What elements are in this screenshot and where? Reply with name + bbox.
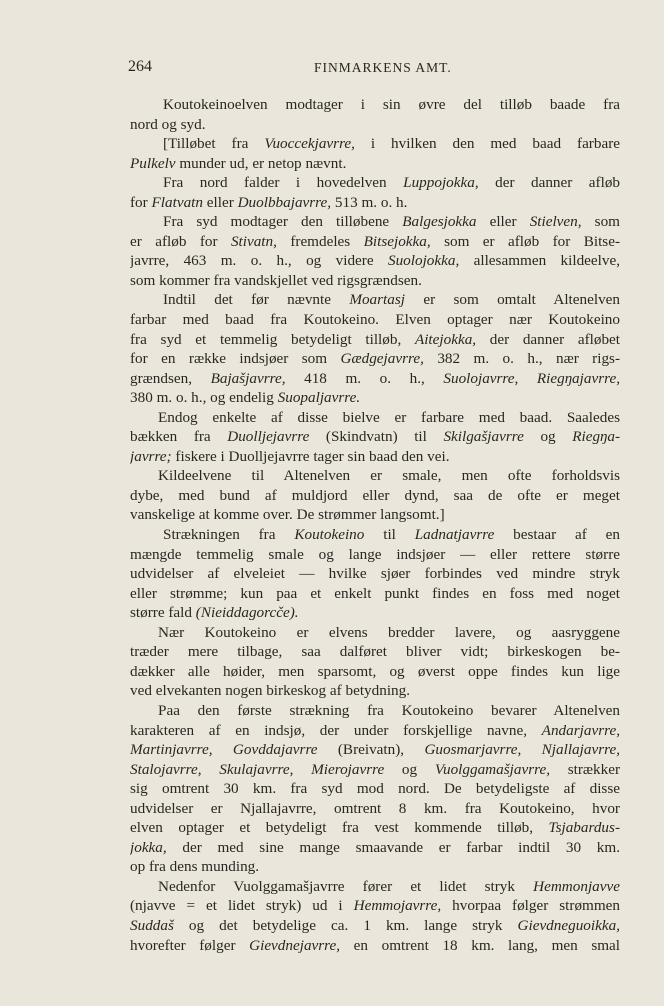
text-run: 380 m. o. h., og endelig [130,389,278,407]
italic-name: Govddajavrre [232,741,318,759]
italic-name: Andarjavrre, [541,721,620,739]
text-line [130,584,620,604]
italic-name: Suopaljavrre. [277,389,361,407]
text-line [130,701,620,721]
text-line [130,447,620,467]
text-line [130,388,620,408]
text-run: eller strømme; kun paa et enkelt punkt findes en foss med noget [130,584,620,602]
italic-name: Hemmonjavve [533,877,620,895]
text-run: større fald [130,604,196,622]
text-run: op fra dens munding. [130,858,260,876]
italic-name: Njallajavrre, [541,741,620,759]
text-line [130,896,620,916]
italic-name: Ladnatjavrre [414,526,495,544]
text-run: 418 m. o. h., [285,369,444,387]
italic-name: Duolljejavrre [227,428,310,446]
text-run: eller [476,213,530,231]
text-run: hvorefter følger [130,936,250,954]
italic-name: Vuoccekjavrre, [264,135,355,153]
italic-name: Vuolggamašjavrre, [434,760,550,778]
italic-name: Suolojavrre, [443,369,519,387]
text-run: Indtil det før nævnte [163,291,350,309]
text-run: eller [202,193,238,211]
text-run: (Skindvatn) til [309,428,444,446]
text-run: og det betydelige ca. 1 km. lange stryk [173,916,518,934]
text-run: dybe, med bund af muldjord eller dynd, saa de ofte er meget [130,486,620,504]
text-run: 382 m. o. h., nær rigs- [423,350,620,368]
italic-name: Gievdnejavrre, [249,936,341,954]
page-number: 264 [128,58,152,75]
text-run: træder mere tilbage, saa dalføret bliver vidt; birkeskogen be- [130,643,620,661]
text-run: Nær Koutokeino er elvens bredder lavere, og aasryggene [158,623,620,641]
text-run: bestaar af en [494,526,620,544]
text-run: for [130,193,152,211]
text-run: er afløb for [130,232,231,250]
text-line [130,271,620,291]
text-run: Nedenfor Vuolggamašjavrre fører et lidet stryk [158,877,534,895]
italic-name: Martinjavrre, [130,741,213,759]
italic-name: Suddaš [130,916,174,934]
text-line [130,251,620,271]
italic-name: Tsjabardus- [548,819,620,837]
text-run: og [523,428,573,446]
text-line [130,95,620,115]
text-run: ved elvekanten nogen birkeskog af betydning. [130,682,411,700]
text-run: der med sine mange smaavande er farbar indtil 30 km. [166,838,620,856]
italic-name: jokka, [130,838,167,856]
text-run: allesammen kildeelve, [459,252,620,270]
text-run: en omtrent 18 km. lang, men smal [340,936,620,954]
text-run: hvorpaa følger strømmen [441,897,620,915]
text-line [130,369,620,389]
text-line [130,310,620,330]
text-line [130,134,620,154]
text-run [521,741,541,758]
text-run: udvidelser af elveleiet — hvilke sjøer forbindes ved mindre stryk [130,565,620,583]
text-line [130,818,620,838]
text-line [130,486,620,506]
text-run [213,741,233,758]
text-run: som er afløb for Bitse- [430,232,620,250]
text-line [130,290,620,310]
text-run: som kommer fra vandskjellet ved rigsgrændsen. [130,271,422,289]
text-line [130,505,620,525]
text-line [130,427,620,447]
italic-name: Aitejokka, [414,330,477,348]
italic-name: (Nieiddagorcče). [195,604,299,622]
italic-name: Riegŋa- [572,428,620,446]
text-run: i hvilken den med baad farbare [354,135,620,153]
text-line [130,681,620,701]
text-line [130,799,620,819]
text-line [130,349,620,369]
text-line [130,779,620,799]
italic-name: Bajašjavrre, [210,369,286,387]
text-line [130,466,620,486]
text-run: dækker alle høider, men sparsomt, og øverst oppe findes kun lige [130,662,620,680]
text-run [518,370,537,387]
text-line [130,721,620,741]
text-run: karakteren af en indsjø, der under forskjellige navne, [130,721,542,739]
text-line [130,916,620,936]
italic-name: Riegŋajavrre, [536,369,620,387]
text-run: [Tilløbet fra [163,135,265,153]
italic-name: Balgesjokka [402,213,477,231]
text-run [202,761,220,778]
italic-name: Pulkelv [130,154,176,172]
italic-name: Skulajavrre, [219,760,294,778]
text-run: elven optager et betydeligt fra vest kommende tilløb, [130,819,549,837]
text-run: Paa den første strækning fra Koutokeino bevarer Altenelven [158,701,620,719]
text-line [130,564,620,584]
text-line [130,877,620,897]
text-line [130,193,620,213]
text-line [130,115,620,135]
text-run: der danner afløbet [476,330,620,348]
text-run: farbar med baad fra Koutokeino. Elven optager nær Koutokeino [130,311,620,329]
page-header [128,58,618,80]
text-run: mængde temmelig smale og lange indsjøer — eller rettere større [130,545,620,563]
text-run: er som omtalt Altenelven [405,291,620,309]
text-line [130,760,620,780]
text-run: (Breivatn), [317,741,425,759]
text-run: grændsen, [130,369,211,387]
italic-name: Mierojavrre [311,760,385,778]
text-run: (njavve = et lidet stryk) ud i [130,897,354,915]
text-line [130,740,620,760]
text-line [130,603,620,623]
text-line [130,936,620,956]
italic-name: javrre; [130,447,172,465]
text-run: der danner afløb [478,174,620,192]
text-run: javrre, 463 m. o. h., og videre [130,252,388,270]
text-run: for en række indsjøer som [130,350,341,368]
text-line [130,525,620,545]
body-text [130,95,620,955]
text-line [130,232,620,252]
text-line [130,212,620,232]
text-run: Endog enkelte af disse bielve er farbare med baad. Saaledes [158,408,620,426]
text-run: 513 m. o. h. [331,193,408,211]
italic-name: Stalojavrre, [130,760,202,778]
text-run: fremdeles [276,232,364,250]
text-run: til [364,526,415,544]
text-line [130,857,620,877]
text-run [293,761,311,778]
italic-name: Gievdneguoikka, [517,916,620,934]
italic-name: Hemmojavrre, [353,897,442,915]
text-line [130,173,620,193]
text-line [130,642,620,662]
text-line [130,408,620,428]
italic-name: Gædgejavrre, [340,350,424,368]
text-run: Fra nord falder i hovedelven [163,174,404,192]
text-line [130,662,620,682]
text-line [130,545,620,565]
italic-name: Luppojokka, [403,174,479,192]
italic-name: Flatvatn [151,193,203,211]
text-run: Koutokeinoelven modtager i sin øvre del tilløb baade fra [163,96,620,113]
text-run: og [384,760,435,778]
text-line [130,330,620,350]
text-run: udvidelser er Njallajavrre, omtrent 8 km. fra Koutokeino, hvor [130,799,620,817]
italic-name: Stivatn, [230,232,277,250]
text-run: nord og syd. [130,115,206,133]
text-run: munder ud, er netop nævnt. [175,154,347,172]
text-run: Fra syd modtager den tilløbene [163,213,403,231]
text-run: strækker [550,760,620,778]
italic-name: Bitsejokka, [363,232,431,250]
text-run: fiskere i Duolljejavrre tager sin baad den vei. [171,447,450,465]
italic-name: Moartasj [349,291,406,309]
text-run: sig omtrent 30 km. fra syd mod nord. De betydeligste af disse [130,780,620,798]
italic-name: Skilgašjavrre [443,428,524,446]
text-line [130,838,620,858]
italic-name: Koutokeino [294,526,365,544]
text-run: Strækningen fra [163,526,295,544]
text-run: Kildeelvene til Altenelven er smale, men ofte forholdsvis [158,467,620,485]
italic-name: Stielven, [529,213,582,231]
italic-name: Duolbbajavrre, [237,193,332,211]
text-run: som [581,213,620,231]
text-line [130,623,620,643]
italic-name: Suolojokka, [387,252,460,270]
text-line [130,154,620,174]
italic-name: Guosmarjavrre, [424,741,522,759]
text-run: bækken fra [130,428,228,446]
text-run: fra syd et temmelig betydeligt tilløb, [130,330,415,348]
text-run: vanskelige at komme over. De strømmer langsomt.] [130,506,445,524]
running-title: FINMARKENS AMT. [314,60,452,75]
